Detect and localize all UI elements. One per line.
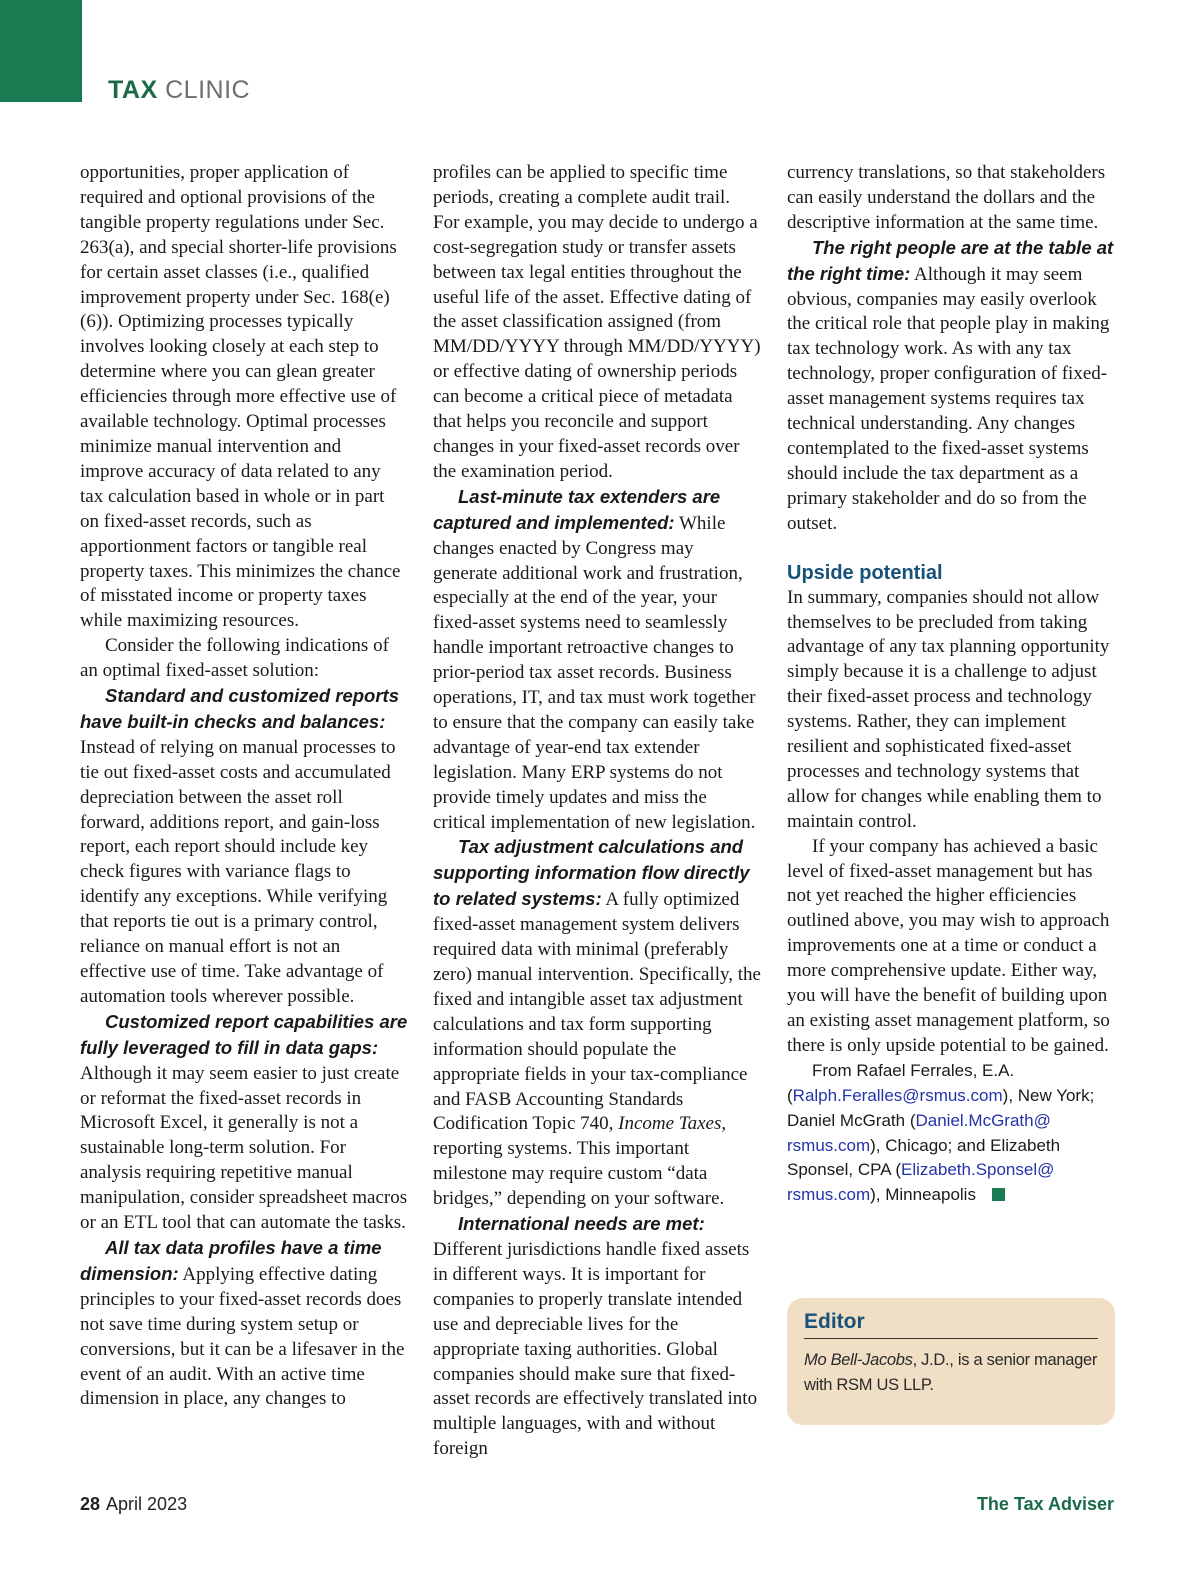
byline-intro: From Rafael Ferrales, E.A. [812, 1060, 1015, 1080]
editor-title: Editor [804, 1310, 1098, 1339]
paragraph [433, 1212, 761, 1462]
byline-line [787, 1183, 1115, 1208]
paragraph: In summary, companies should not allow themselves to be precluded from taking advantage of any tax planning opportunity simply because it is a challenge to adjust their fixed-asset process and technology systems. Rather, they can implement resilient and sophisticated fixed-asset processes and technology systems that allow for changes while enabling them to maintain control. [787, 586, 1110, 832]
run-in-heading: Customized report capabilities are fully leveraged to fill in data gaps: [80, 1010, 408, 1058]
paragraph-body: Although it may seem easier to just create or reformat the fixed-asset records in Microsoft Excel, it generally is not a sustainable long-term solution. For analysis requiring repetitive manual manipulation, consider spreadsheet macros or an ETL tool that can automate the tasks. [80, 1062, 408, 1234]
paragraph [80, 1010, 408, 1236]
publication-name: The Tax Adviser [976, 1494, 1114, 1514]
editor-bio [804, 1348, 1098, 1398]
paragraph-body: Applying effective dating principles to your fixed-asset records does not save time during system setup or conversions, but it can be a lifesaver in the event of an audit. With an active time dimension in place, any changes to [80, 1263, 405, 1410]
publication-title: Income Taxes [618, 1113, 722, 1135]
paragraph [787, 236, 1115, 537]
editor-box [787, 1298, 1115, 1425]
paragraph [433, 485, 761, 836]
editor-bio-text: , J.D., is a senior manager with RSM US LLP. [804, 1351, 1098, 1394]
paragraph [80, 1236, 408, 1412]
byline-text: ), Minneapolis [870, 1185, 976, 1205]
email-link[interactable]: rsmus.com [787, 1135, 871, 1155]
run-in-heading: All tax data profiles have a time dimension: [80, 1236, 382, 1284]
section-label-light: CLINIC [165, 76, 251, 104]
paragraph [433, 835, 761, 1212]
paragraph: Consider the following indications of an optimal fixed-asset solution: [80, 635, 389, 682]
paragraph: opportunities, proper application of required and optional provisions of the tangible property regulations under Sec. 263(a), and special shorter-life provisions for certain asset classes (i.e., qualified improvement property under Sec. 168(e)(6)). Optimizing processes typically involves looking closely at each step to determine where you can glean greater efficiencies through more effective use of available technology. Optimal processes minimize manual intervention and improve accuracy of data related to any tax calculation based in whole or in part on fixed-asset records, such as apportionment factors or tangible real property taxes. This minimizes the chance of misstated income or property taxes while maximizing resources. [80, 162, 401, 632]
paragraph-body: Different jurisdictions handle fixed assets in different ways. It is important for companies to properly translate intended use and depreciable lives for the appropriate taxing authorities. Global companies should make sure that fixed-asset records are effectively translated into multiple languages, with and without foreign [433, 1238, 758, 1460]
run-in-heading: International needs are met: [458, 1213, 705, 1235]
byline-line [787, 1134, 1115, 1159]
column-1 [80, 161, 408, 1412]
email-link[interactable]: Ralph.Feralles@rsmus.com [792, 1085, 1003, 1105]
page-number: 28 [80, 1494, 101, 1514]
email-link[interactable]: rsmus.com [787, 1185, 871, 1205]
byline-line [787, 1158, 1115, 1183]
email-link[interactable]: Elizabeth.Sponsel@ [901, 1160, 1055, 1180]
paragraph-body: Instead of relying on manual processes to tie out fixed-asset costs and accumulated depreciation between the asset roll forward, additions report, and gain-loss report, each report should include key check figures with variance flags to identify any exceptions. While verifying that reports tie out is a primary control, reliance on manual effort is not an effective use of time. Take advantage of automation tools wherever possible. [80, 736, 396, 1007]
column-2 [433, 161, 761, 1462]
run-in-heading: The right people are at the table at the right time: [787, 236, 1114, 284]
header-color-block [0, 0, 82, 102]
byline-text: ), Chicago; and Elizabeth [870, 1135, 1061, 1155]
paragraph-body: While changes enacted by Congress may generate additional work and frustration, especially at the end of the year, your fixed-asset systems need to seamlessly handle important retroactive changes to prior-period tax asset records. Business operations, IT, and tax must work together to ensure that the company can easily take advantage of year-end tax extender legislation. Many ERP systems do not provide timely updates and miss the critical implementation of new legislation. [433, 512, 756, 833]
footer-page-info [80, 1494, 187, 1515]
byline-line [787, 1109, 1115, 1134]
editor-name: Mo Bell-Jacobs [804, 1351, 913, 1369]
issue-date: April 2023 [106, 1494, 188, 1514]
column-3 [787, 161, 1115, 1208]
run-in-heading: Standard and customized reports have built-in checks and balances: [80, 685, 399, 732]
paragraph: If your company has achieved a basic level of fixed-asset management but has not yet reached the higher efficiencies outlined above, you may wish to approach improvements one at a time or conduct a more comprehensive update. Either way, you will have the benefit of building upon an existing asset management platform, so there is only upside potential to be gained. [787, 835, 1110, 1056]
email-link[interactable]: Daniel.McGrath@ [915, 1110, 1051, 1130]
paragraph-body: A fully optimized fixed-asset management system delivers required data with minimal (preferably zero) manual intervention. Specifically, the fixed and intangible asset tax adjustment calculations and tax form supporting information should populate the appropriate fields in your tax-compliance and FASB Accounting Standards Codification Topic 740, [433, 889, 761, 1135]
paragraph: profiles can be applied to specific time periods, creating a complete audit trail. For example, you may decide to undergo a cost-segregation study or transfer assets between tax legal entities throughout the useful life of the asset. Effective dating of the asset classification assigned (from MM/DD/YYYY through MM/DD/YYYY) or effective dating of ownership periods can become a critical piece of metadata that helps you reconcile and support changes in your fixed-asset records over the examination period. [433, 162, 761, 482]
paragraph: currency translations, so that stakeholders can easily understand the dollars and the descriptive information at the same time. [787, 162, 1106, 233]
section-label-bold: TAX [108, 76, 158, 104]
byline-line: (Ralph.Feralles@rsmus.com), New York; [787, 1085, 1095, 1105]
paragraph-body: Although it may seem obvious, companies may easily overlook the critical role that people play in making tax technology work. As with any tax technology, proper configuration of fixed-asset management systems requires tax technical understanding. Any changes contemplated to the fixed-asset systems should include the tax department as a primary stakeholder and do so from the outset. [787, 263, 1110, 534]
run-in-heading: Last-minute tax extenders are captured and implemented: [433, 485, 721, 533]
end-mark-icon [992, 1188, 1005, 1201]
paragraph-body: , reporting systems. This important milestone may require custom “data bridges,” depending on your software. [433, 1113, 727, 1210]
author-byline [787, 1059, 1115, 1208]
section-label [108, 76, 250, 105]
paragraph [80, 684, 408, 1010]
byline-text: Sponsel, CPA ( [787, 1160, 902, 1180]
run-in-heading: Tax adjustment calculations and supporting information flow directly to related systems: [433, 836, 750, 910]
byline-text: ), New York; [1002, 1085, 1095, 1105]
section-heading: Upside potential [787, 561, 943, 584]
byline-text: Daniel McGrath ( [787, 1110, 916, 1130]
